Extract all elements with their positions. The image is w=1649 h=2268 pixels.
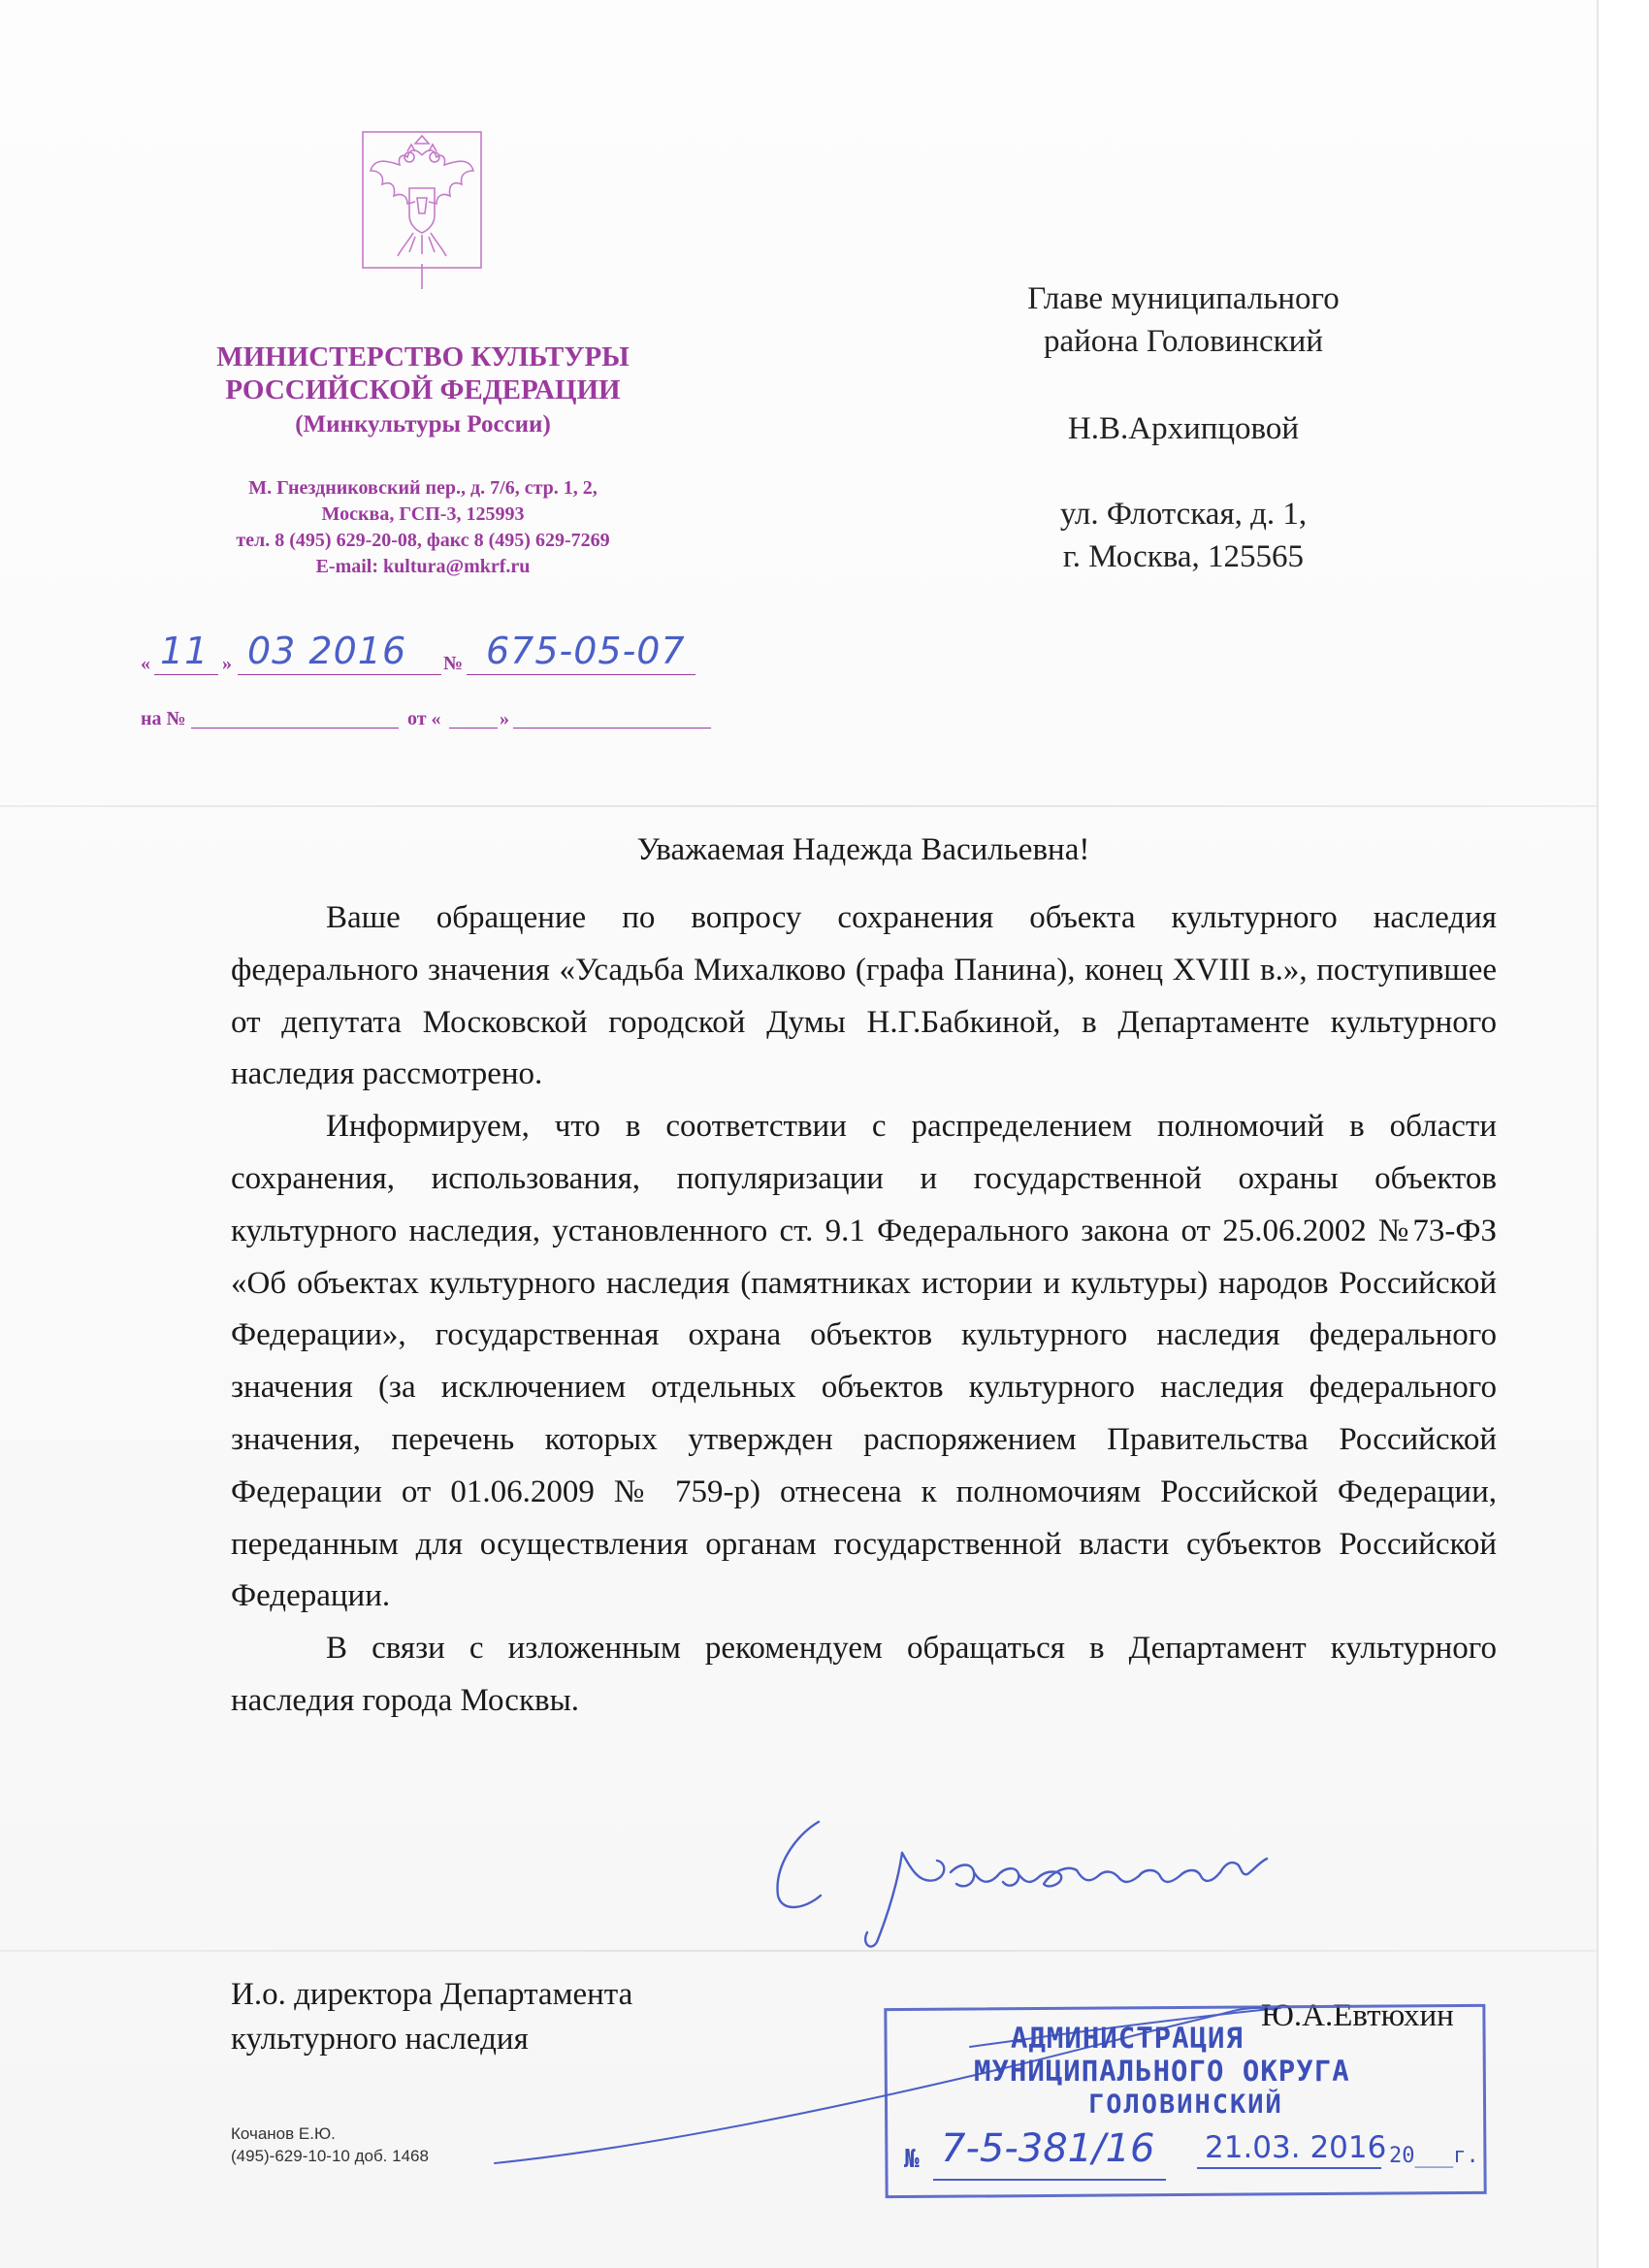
- ministry-name-line2: РОССИЙСКОЙ ФЕДЕРАЦИИ: [225, 374, 621, 405]
- signatory-position: культурного наследия: [231, 2022, 529, 2057]
- reg-number: 675-05-07: [486, 630, 686, 672]
- reference-line: [141, 708, 723, 731]
- paragraph: В связи с изложенным рекомендуем обращаться в Департамент культурного наследия города Москвы.: [231, 1631, 1497, 1718]
- signatory-name: Ю.А.Евтюхин: [1261, 1998, 1454, 2033]
- background-strip: [1599, 0, 1649, 2268]
- stamp-line: АДМИНИСТРАЦИЯ: [1011, 2022, 1244, 2055]
- underline: [1197, 2167, 1381, 2169]
- stamp-date: 21.03. 2016: [1205, 2130, 1387, 2165]
- outgoing-registration: [141, 630, 723, 684]
- ministry-address: Москва, ГСП-3, 125993: [321, 503, 525, 525]
- underline: [449, 728, 498, 729]
- quote-close: »: [222, 653, 232, 674]
- salutation: Уважаемая Надежда Васильевна!: [636, 832, 1090, 867]
- paragraph: Ваше обращение по вопросу сохранения объекта культурного наследия федерального значения «Усадьба Михалково (графа Панина), конец XVIII в.», поступившее от депутата Московской городской Думы Н.Г.Бабкиной, в Департаменте культурного наследия рассмотрено.: [231, 900, 1497, 1092]
- underline: [238, 674, 441, 675]
- ref-from-label: от «: [407, 708, 441, 729]
- ministry-email: E-mail: kultura@mkrf.ru: [315, 556, 531, 577]
- stamp-line: ГОЛОВИНСКИЙ: [1088, 2090, 1283, 2120]
- underline: [154, 674, 218, 675]
- coat-of-arms-emblem: [359, 128, 485, 293]
- incoming-registration-stamp: [885, 2006, 1488, 2200]
- executor-name: Кочанов Е.Ю.: [231, 2124, 336, 2143]
- underline: [467, 674, 695, 675]
- ministry-name-line1: МИНИСТЕРСТВО КУЛЬТУРЫ: [216, 341, 630, 373]
- addressee-title: Главе муниципального: [1027, 281, 1340, 316]
- paragraph: Информируем, что в соответствии с распределением полномочий в области сохранения, использования, популяризации и государственной охраны объектов культурного наследия, установленного ст. 9.1 Федерального закона от 25.06.2002 №73-ФЗ «Об объектах культурного наследия (памятниках истории и культуры) народов Российской Федерации», государственная охрана объектов культурного наследия федерального значения (за исключением отдельных объектов культурного наследия федерального значения, перечень которых утвержден распоряжением Правительства Российской Федерации от 01.06.2009 № 759-р) отнесена к полномочиям Российской Федерации, переданным для осуществления органам государственной власти субъектов Российской Федерации.: [231, 1109, 1497, 1614]
- quote-open: «: [141, 653, 150, 674]
- addressee-address: г. Москва, 125565: [1062, 539, 1305, 574]
- addressee-name: Н.В.Архипцовой: [1067, 411, 1300, 446]
- ministry-short-name: (Минкультуры России): [295, 411, 551, 437]
- ref-quote-close: »: [500, 708, 509, 729]
- number-sign: №: [443, 653, 464, 674]
- underline: [933, 2179, 1166, 2181]
- reg-date: 03 2016: [247, 630, 407, 672]
- executor-phone: (495)-629-10-10 доб. 1468: [231, 2147, 429, 2165]
- stamp-line: МУНИЦИПАЛЬНОГО ОКРУГА: [974, 2055, 1350, 2088]
- fold-line: [0, 805, 1599, 807]
- letter-body: [231, 892, 1497, 1728]
- ref-label: на №: [141, 708, 186, 729]
- underline: [191, 728, 399, 729]
- addressee-address: ул. Флотская, д. 1,: [1059, 497, 1308, 532]
- stamp-year-suffix: 20___г.: [1389, 2144, 1479, 2168]
- stamp-reg-number: 7-5-381/16: [941, 2126, 1155, 2171]
- signatory-position: И.о. директора Департамента: [231, 1977, 633, 2012]
- underline: [513, 728, 711, 729]
- reg-day: 11: [160, 630, 210, 672]
- ministry-phone-fax: тел. 8 (495) 629-20-08, факс 8 (495) 629-7269: [236, 530, 610, 551]
- ministry-address: М. Гнездниковский пер., д. 7/6, стр. 1, 2,: [248, 477, 598, 499]
- addressee-title: района Головинский: [1044, 324, 1323, 359]
- stamp-number-sign: №: [904, 2145, 920, 2174]
- handwritten-closing: [757, 1812, 1300, 1958]
